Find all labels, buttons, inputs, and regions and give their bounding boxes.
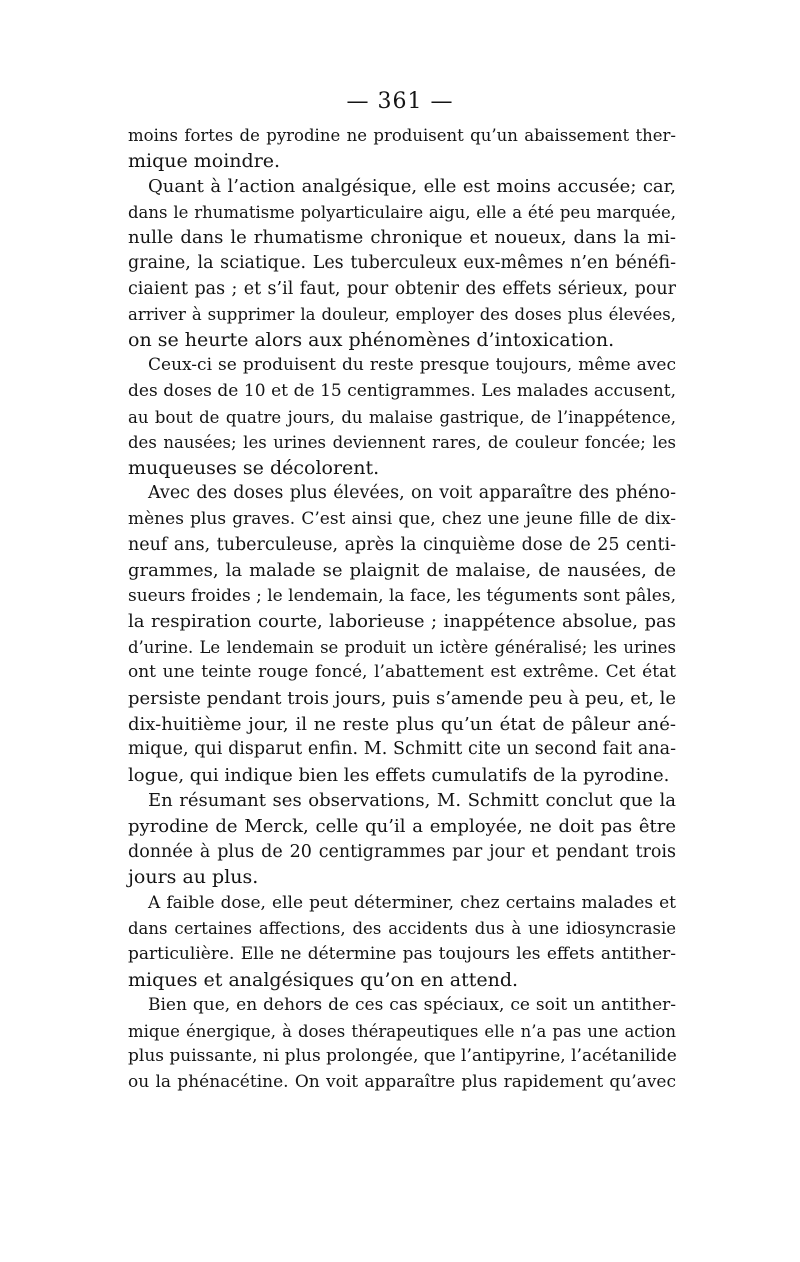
text-line: Avec des doses plus élevées, on voit apparaître des phéno-: [148, 483, 676, 504]
text-line: des doses de 10 et de 15 centigrammes. Les malades accusent,: [128, 380, 676, 401]
body-text: [128, 123, 676, 1096]
text-line: dans certaines affections, des accidents dus à une idiosyncrasie: [128, 919, 676, 939]
text-line: persiste pendant trois jours, puis s’amende peu à peu, et, le: [128, 688, 676, 710]
text-line: nulle dans le rhumatisme chronique et noueux, dans la mi-: [128, 227, 676, 249]
text-line: mique énergique, à doses thérapeutiques elle n’a pas une action: [128, 1021, 676, 1041]
text-line: ont une teinte rouge foncé, l’abattement est extrême. Cet état: [128, 662, 676, 683]
text-line: ciaient pas ; et s’il faut, pour obtenir des effets sérieux, pour: [128, 278, 676, 299]
text-line: la respiration courte, laborieuse ; inappétence absolue, pas: [128, 611, 676, 633]
text-line: Ceux-ci se produisent du reste presque toujours, même avec: [148, 355, 676, 376]
text-line: muqueuses se décolorent.: [128, 456, 380, 479]
text-line: mènes plus graves. C’est ainsi que, chez une jeune fille de dix-: [128, 508, 676, 529]
text-line: grammes, la malade se plaignit de malaise, de nausées, de: [128, 560, 676, 582]
text-line: dans le rhumatisme polyarticulaire aigu, elle a été peu marquée,: [128, 202, 676, 222]
text-line: au bout de quatre jours, du malaise gastrique, de l’inappétence,: [128, 407, 676, 427]
page-number: — 361 —: [346, 89, 454, 114]
text-line: mique, qui disparut enfin. M. Schmitt cite un second fait ana-: [128, 739, 676, 760]
text-line: dix-huitième jour, il ne reste plus qu’un état de pâleur ané-: [128, 713, 676, 735]
text-line: sueurs froides ; le lendemain, la face, les téguments sont pâles,: [128, 585, 676, 606]
text-line: particulière. Elle ne détermine pas toujours les effets antither-: [128, 944, 676, 964]
text-line: Quant à l’action analgésique, elle est moins accusée; car,: [148, 176, 676, 198]
text-line: donnée à plus de 20 centigrammes par jour et pendant trois: [128, 841, 676, 862]
text-line: moins fortes de pyrodine ne produisent qu’un abaissement ther-: [128, 126, 676, 145]
text-line: plus puissante, ni plus prolongée, que l’antipyrine, l’acétanilide: [128, 1046, 677, 1067]
text-line: pyrodine de Merck, celle qu’il a employée, ne doit pas être: [128, 816, 676, 838]
text-line: on se heurte alors aux phénomènes d’intoxication.: [128, 328, 615, 351]
text-line: A faible dose, elle peut déterminer, chez certains malades et: [148, 892, 676, 913]
text-line: mique moindre.: [128, 149, 281, 172]
text-line: graine, la sciatique. Les tuberculeux eux-mêmes n’en bénéfi-: [128, 252, 676, 273]
text-line: d’urine. Le lendemain se produit un ictère généralisé; les urines: [128, 637, 676, 657]
text-line: logue, qui indique bien les effets cumulatifs de la pyrodine.: [128, 764, 670, 786]
text-line: miques et analgésiques qu’on en attend.: [128, 968, 519, 991]
text-line: neuf ans, tuberculeuse, après la cinquième dose de 25 centi-: [128, 534, 676, 555]
text-line: arriver à supprimer la douleur, employer des doses plus élevées,: [128, 305, 676, 325]
text-line: jours au plus.: [128, 866, 259, 889]
text-line: ou la phénacétine. On voit apparaître plus rapidement qu’avec: [128, 1071, 676, 1092]
text-line: Bien que, en dehors de ces cas spéciaux, ce soit un antither-: [148, 995, 676, 1016]
text-line: En résumant ses observations, M. Schmitt conclut que la: [148, 790, 676, 812]
text-line: des nausées; les urines deviennent rares, de couleur foncée; les: [128, 433, 676, 453]
